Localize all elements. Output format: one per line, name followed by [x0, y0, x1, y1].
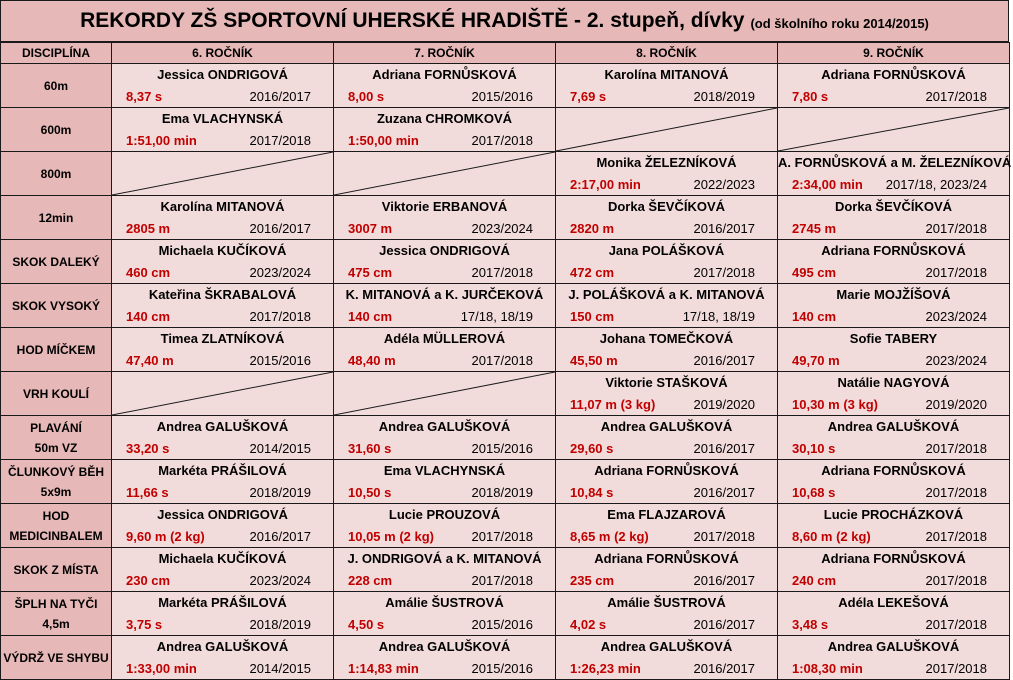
athlete-name: K. MITANOVÁ a K. JURČEKOVÁ	[345, 287, 544, 302]
school-year: 2023/2024	[925, 353, 987, 368]
school-year: 2017/2018	[471, 133, 533, 148]
record-value: 495 cm	[792, 265, 837, 280]
record-row	[1, 416, 1010, 460]
records-table	[0, 42, 1010, 680]
record-value: 475 cm	[348, 265, 393, 280]
record-value: 228 cm	[348, 573, 393, 588]
record-cell	[112, 240, 334, 284]
discipline-cell	[1, 152, 112, 196]
record-cell	[112, 416, 334, 460]
athlete-name: J. POLÁŠKOVÁ a K. MITANOVÁ	[568, 287, 765, 302]
discipline-cell	[1, 548, 112, 592]
school-year: 2015/2016	[471, 617, 533, 632]
athlete-name: Amálie ŠUSTROVÁ	[385, 595, 504, 610]
discipline-cell	[1, 372, 112, 416]
athlete-name: Andrea GALUŠKOVÁ	[156, 639, 289, 654]
school-year: 2017/2018	[925, 573, 987, 588]
header-grade-6: 6. ROČNÍK	[112, 43, 334, 64]
school-year: 2023/2024	[471, 221, 533, 236]
record-cell	[334, 108, 556, 152]
record-cell	[334, 64, 556, 108]
record-value: 8,60 m (2 kg)	[792, 529, 871, 544]
record-cell	[112, 284, 334, 328]
discipline-label: SKOK Z MÍSTA	[13, 562, 99, 577]
school-year: 2017/2018	[925, 89, 987, 104]
record-value: 8,37 s	[126, 89, 163, 104]
record-row	[1, 108, 1010, 152]
school-year: 2017/2018	[925, 529, 987, 544]
record-value: 240 cm	[792, 573, 837, 588]
record-value: 11,66 s	[126, 485, 169, 500]
record-cell	[778, 240, 1010, 284]
athlete-name: Andrea GALUŠKOVÁ	[827, 419, 960, 434]
school-year: 2017/2018	[693, 265, 755, 280]
discipline-label: 50m VZ	[34, 440, 78, 455]
record-cell	[556, 636, 778, 680]
record-value: 9,60 m (2 kg)	[126, 529, 205, 544]
athlete-name: Karolína MITANOVÁ	[604, 67, 729, 82]
school-year: 2015/2016	[249, 353, 311, 368]
empty-record-cell	[334, 152, 556, 196]
discipline-label: SKOK VYSOKÝ	[11, 298, 101, 313]
discipline-cell	[1, 636, 112, 680]
record-cell	[112, 328, 334, 372]
school-year: 2017/2018	[471, 265, 533, 280]
athlete-name: Adriana FORNŮSKOVÁ	[821, 551, 966, 566]
athlete-name: Andrea GALUŠKOVÁ	[600, 639, 733, 654]
school-year: 2014/2015	[249, 441, 311, 456]
school-year: 17/18, 18/19	[682, 309, 755, 324]
discipline-cell	[1, 328, 112, 372]
school-year: 2017/2018	[471, 353, 533, 368]
record-cell	[112, 592, 334, 636]
discipline-cell	[1, 108, 112, 152]
record-cell	[778, 196, 1010, 240]
title-main: REKORDY ZŠ SPORTOVNÍ UHERSKÉ HRADIŠTĚ - 2. stupeň, dívky	[80, 9, 745, 32]
athlete-name: Viktorie STAŠKOVÁ	[605, 375, 728, 390]
record-cell	[112, 64, 334, 108]
record-value: 4,50 s	[348, 617, 385, 632]
discipline-label: ČLUNKOVÝ BĚH	[7, 464, 104, 479]
record-cell	[334, 592, 556, 636]
empty-record-cell	[112, 372, 334, 416]
school-year: 2017/2018	[925, 265, 987, 280]
diagonal-strike	[778, 108, 1009, 151]
school-year: 2016/2017	[249, 221, 311, 236]
record-value: 8,65 m (2 kg)	[570, 529, 649, 544]
athlete-name: Timea ZLATNÍKOVÁ	[160, 331, 285, 346]
record-cell	[778, 592, 1010, 636]
record-cell	[778, 504, 1010, 548]
record-cell	[334, 636, 556, 680]
sheet-title	[0, 0, 1009, 42]
record-value: 2805 m	[126, 221, 171, 236]
record-row	[1, 636, 1010, 680]
discipline-cell	[1, 460, 112, 504]
athlete-name: Adriana FORNŮSKOVÁ	[821, 67, 966, 82]
athlete-name: Ema VLACHYNSKÁ	[161, 111, 284, 126]
discipline-cell	[1, 240, 112, 284]
school-year: 2016/2017	[249, 529, 311, 544]
school-year: 2017/2018	[249, 309, 311, 324]
record-cell	[778, 328, 1010, 372]
athlete-name: Adriana FORNŮSKOVÁ	[821, 243, 966, 258]
record-value: 3,48 s	[792, 617, 829, 632]
athlete-name: Viktorie ERBANOVÁ	[381, 199, 508, 214]
record-value: 140 cm	[792, 309, 837, 324]
school-year: 2022/2023	[693, 177, 755, 192]
record-cell	[778, 64, 1010, 108]
school-year: 2016/2017	[693, 573, 755, 588]
school-year: 2016/2017	[693, 661, 755, 676]
record-row	[1, 152, 1010, 196]
athlete-name: Ema FLAJZAROVÁ	[607, 507, 726, 522]
school-year: 17/18, 18/19	[460, 309, 533, 324]
school-year: 2019/2020	[925, 397, 987, 412]
diagonal-strike	[556, 108, 777, 151]
school-year: 2015/2016	[471, 661, 533, 676]
athlete-name: Dorka ŠEVČÍKOVÁ	[607, 199, 726, 214]
record-value: 45,50 m	[570, 353, 618, 368]
discipline-label: PLAVÁNÍ	[30, 420, 82, 435]
record-cell	[112, 548, 334, 592]
record-cell	[334, 504, 556, 548]
record-cell	[778, 284, 1010, 328]
record-cell	[334, 328, 556, 372]
record-value: 2:17,00 min	[570, 177, 641, 192]
school-year: 2017/2018	[925, 441, 987, 456]
athlete-name: Karolína MITANOVÁ	[160, 199, 285, 214]
title-note: (od školního roku 2014/2015)	[750, 16, 929, 31]
record-cell	[556, 196, 778, 240]
record-value: 4,02 s	[570, 617, 607, 632]
record-row	[1, 64, 1010, 108]
empty-record-cell	[112, 152, 334, 196]
athlete-name: Johana TOMEČKOVÁ	[599, 331, 734, 346]
athlete-name: Jessica ONDRIGOVÁ	[379, 243, 510, 258]
athlete-name: Markéta PRÁŠILOVÁ	[158, 595, 287, 610]
discipline-cell	[1, 284, 112, 328]
record-value: 150 cm	[570, 309, 615, 324]
record-value: 2:34,00 min	[792, 177, 863, 192]
athlete-name: Adéla LEKEŠOVÁ	[838, 595, 949, 610]
record-value: 7,69 s	[570, 89, 607, 104]
school-year: 2017/2018	[471, 529, 533, 544]
record-cell	[112, 196, 334, 240]
discipline-label: HOD MÍČKEM	[16, 342, 96, 357]
record-cell	[556, 592, 778, 636]
discipline-label: VRH KOULÍ	[23, 386, 89, 401]
record-value: 7,80 s	[792, 89, 829, 104]
record-value: 30,10 s	[792, 441, 836, 456]
record-value: 11,07 m (3 kg)	[570, 397, 656, 412]
school-year: 2019/2020	[693, 397, 755, 412]
diagonal-strike	[112, 372, 333, 415]
athlete-name: Jessica ONDRIGOVÁ	[157, 67, 288, 82]
record-cell	[334, 240, 556, 284]
record-value: 48,40 m	[348, 353, 396, 368]
discipline-label: SKOK DALEKÝ	[12, 254, 100, 269]
athlete-name: Kateřina ŠKRABALOVÁ	[148, 287, 297, 302]
discipline-label: HOD	[42, 508, 70, 523]
discipline-label: 12min	[38, 210, 74, 225]
athlete-name: Adéla MÜLLEROVÁ	[383, 331, 506, 346]
athlete-name: Andrea GALUŠKOVÁ	[827, 639, 960, 654]
record-value: 10,68 s	[792, 485, 836, 500]
athlete-name: Jana POLÁŠKOVÁ	[608, 243, 725, 258]
record-value: 235 cm	[570, 573, 615, 588]
discipline-label: 600m	[40, 122, 72, 137]
record-cell	[112, 108, 334, 152]
record-row	[1, 284, 1010, 328]
record-value: 10,05 m (2 kg)	[348, 529, 434, 544]
athlete-name: Sofie TABERY	[849, 331, 938, 346]
athlete-name: A. FORNŮSKOVÁ a M. ŽELEZNÍKOVÁ	[778, 155, 1012, 170]
school-year: 2017/2018	[925, 617, 987, 632]
athlete-name: Monika ŽELEZNÍKOVÁ	[596, 155, 737, 170]
record-cell	[778, 152, 1010, 196]
school-year: 2016/2017	[249, 89, 311, 104]
athlete-name: Markéta PRÁŠILOVÁ	[158, 463, 287, 478]
record-value: 47,40 m	[126, 353, 174, 368]
empty-record-cell	[778, 108, 1010, 152]
discipline-cell	[1, 504, 112, 548]
school-year: 2017/2018	[693, 529, 755, 544]
record-cell	[334, 196, 556, 240]
school-year: 2016/2017	[693, 353, 755, 368]
record-cell	[778, 416, 1010, 460]
school-year: 2015/2016	[471, 441, 533, 456]
record-cell	[112, 636, 334, 680]
record-value: 460 cm	[126, 265, 171, 280]
school-year: 2017/2018	[925, 485, 987, 500]
athlete-name: Adriana FORNŮSKOVÁ	[594, 551, 739, 566]
record-cell	[556, 240, 778, 284]
record-value: 8,00 s	[348, 89, 385, 104]
discipline-cell	[1, 64, 112, 108]
record-row	[1, 240, 1010, 284]
record-cell	[556, 328, 778, 372]
athlete-name: Lucie PROCHÁZKOVÁ	[823, 507, 964, 522]
school-year: 2017/2018	[925, 661, 987, 676]
school-year: 2015/2016	[471, 89, 533, 104]
athlete-name: Andrea GALUŠKOVÁ	[378, 419, 511, 434]
diagonal-strike	[334, 372, 555, 415]
school-year: 2018/2019	[693, 89, 755, 104]
athlete-name: Adriana FORNŮSKOVÁ	[821, 463, 966, 478]
header-grade-8: 8. ROČNÍK	[556, 43, 778, 64]
record-row	[1, 592, 1010, 636]
record-value: 1:14,83 min	[348, 661, 419, 676]
athlete-name: Michaela KUČÍKOVÁ	[158, 551, 287, 566]
record-cell	[112, 460, 334, 504]
record-value: 2820 m	[570, 221, 615, 236]
record-value: 10,30 m (3 kg)	[792, 397, 878, 412]
record-value: 1:51,00 min	[126, 133, 197, 148]
school-year: 2018/2019	[471, 485, 533, 500]
record-value: 10,50 s	[348, 485, 392, 500]
athlete-name: Dorka ŠEVČÍKOVÁ	[834, 199, 953, 214]
discipline-label: 60m	[43, 78, 69, 93]
athlete-name: Adriana FORNŮSKOVÁ	[594, 463, 739, 478]
discipline-label: 800m	[40, 166, 72, 181]
record-cell	[778, 636, 1010, 680]
record-cell	[778, 548, 1010, 592]
athlete-name: Zuzana CHROMKOVÁ	[376, 111, 513, 126]
record-value: 31,60 s	[348, 441, 392, 456]
empty-record-cell	[334, 372, 556, 416]
school-year: 2014/2015	[249, 661, 311, 676]
school-year: 2017/18, 2023/24	[885, 177, 987, 192]
athlete-name: Lucie PROUZOVÁ	[388, 507, 501, 522]
discipline-cell	[1, 196, 112, 240]
record-value: 230 cm	[126, 573, 171, 588]
record-value: 1:50,00 min	[348, 133, 419, 148]
record-row	[1, 460, 1010, 504]
athlete-name: Ema VLACHYNSKÁ	[383, 463, 506, 478]
record-cell	[334, 416, 556, 460]
record-cell	[112, 504, 334, 548]
athlete-name: Amálie ŠUSTROVÁ	[607, 595, 726, 610]
record-value: 1:33,00 min	[126, 661, 197, 676]
discipline-label: MEDICINBALEM	[9, 528, 103, 543]
header-discipline: DISCIPLÍNA	[1, 43, 112, 64]
record-row	[1, 328, 1010, 372]
record-value: 2745 m	[792, 221, 837, 236]
athlete-name: Andrea GALUŠKOVÁ	[378, 639, 511, 654]
record-cell	[556, 372, 778, 416]
school-year: 2016/2017	[693, 441, 755, 456]
discipline-cell	[1, 416, 112, 460]
record-value: 140 cm	[126, 309, 171, 324]
school-year: 2023/2024	[925, 309, 987, 324]
record-row	[1, 372, 1010, 416]
record-value: 10,84 s	[570, 485, 614, 500]
empty-record-cell	[556, 108, 778, 152]
record-value: 140 cm	[348, 309, 393, 324]
school-year: 2016/2017	[693, 485, 755, 500]
school-year: 2023/2024	[249, 265, 311, 280]
discipline-cell	[1, 592, 112, 636]
diagonal-strike	[112, 152, 333, 195]
record-cell	[556, 460, 778, 504]
record-value: 3,75 s	[126, 617, 163, 632]
school-year: 2018/2019	[249, 485, 311, 500]
discipline-label: ŠPLH NA TYČI	[14, 596, 98, 611]
record-value: 3007 m	[348, 221, 393, 236]
record-cell	[334, 460, 556, 504]
school-year: 2017/2018	[471, 573, 533, 588]
athlete-name: Michaela KUČÍKOVÁ	[158, 243, 287, 258]
record-value: 33,20 s	[126, 441, 170, 456]
record-cell	[334, 548, 556, 592]
record-row	[1, 548, 1010, 592]
record-cell	[556, 548, 778, 592]
school-year: 2017/2018	[249, 133, 311, 148]
record-value: 1:26,23 min	[570, 661, 641, 676]
athlete-name: Jessica ONDRIGOVÁ	[157, 507, 288, 522]
record-cell	[556, 152, 778, 196]
record-cell	[556, 64, 778, 108]
record-cell	[556, 504, 778, 548]
header-row	[1, 43, 1010, 64]
record-value: 29,60 s	[570, 441, 614, 456]
discipline-label: 5x9m	[40, 484, 72, 499]
record-cell	[778, 460, 1010, 504]
athlete-name: Andrea GALUŠKOVÁ	[600, 419, 733, 434]
school-year: 2018/2019	[249, 617, 311, 632]
record-cell	[778, 372, 1010, 416]
athlete-name: Andrea GALUŠKOVÁ	[156, 419, 289, 434]
athlete-name: Natálie NAGYOVÁ	[837, 375, 950, 390]
record-row	[1, 196, 1010, 240]
record-value: 1:08,30 min	[792, 661, 863, 676]
header-grade-9: 9. ROČNÍK	[778, 43, 1010, 64]
diagonal-strike	[334, 152, 555, 195]
discipline-label: VÝDRŽ VE SHYBU	[3, 650, 109, 665]
athlete-name: J. ONDRIGOVÁ a K. MITANOVÁ	[347, 551, 542, 566]
record-cell	[556, 284, 778, 328]
school-year: 2016/2017	[693, 221, 755, 236]
discipline-label: 4,5m	[42, 616, 70, 631]
header-grade-7: 7. ROČNÍK	[334, 43, 556, 64]
record-row	[1, 504, 1010, 548]
school-year: 2017/2018	[925, 221, 987, 236]
record-cell	[334, 284, 556, 328]
school-year: 2023/2024	[249, 573, 311, 588]
athlete-name: Adriana FORNŮSKOVÁ	[372, 67, 517, 82]
school-year: 2016/2017	[693, 617, 755, 632]
record-cell	[556, 416, 778, 460]
record-value: 49,70 m	[792, 353, 840, 368]
record-value: 472 cm	[570, 265, 615, 280]
athlete-name: Marie MOJŽÍŠOVÁ	[836, 287, 951, 302]
